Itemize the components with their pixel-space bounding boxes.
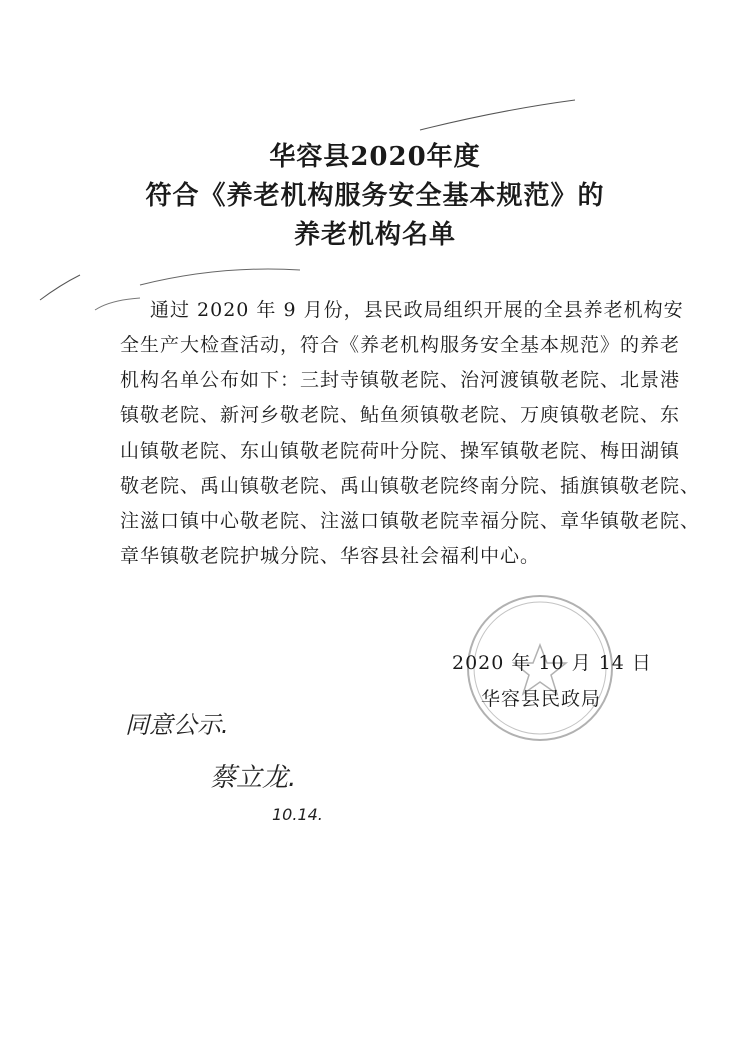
issue-date: 2020 年 10 月 14 日 [452, 652, 652, 674]
body-line: 注滋口镇中心敬老院、注滋口镇敬老院幸福分院、章华镇敬老院、 [120, 510, 701, 532]
handwritten-signature: 蔡立龙. [210, 763, 297, 793]
title-line-1: 华容县2020年度 [269, 142, 481, 172]
handwritten-date: 10.14. [272, 805, 323, 824]
body-line: 全生产大检查活动，符合《养老机构服务安全基本规范》的养老 [120, 334, 681, 356]
issuing-organization: 华容县民政局 [481, 688, 602, 710]
body-line: 山镇敬老院、东山镇敬老院荷叶分院、操军镇敬老院、梅田湖镇 [120, 440, 681, 462]
title-line-3: 养老机构名单 [293, 220, 456, 250]
body-line: 镇敬老院、新河乡敬老院、鲇鱼须镇敬老院、万庾镇敬老院、东 [120, 404, 681, 426]
body-line: 敬老院、禹山镇敬老院、禹山镇敬老院终南分院、插旗镇敬老院、 [120, 475, 701, 497]
body-line: 机构名单公布如下：三封寺镇敬老院、治河渡镇敬老院、北景港 [120, 369, 681, 391]
title-line-2: 符合《养老机构服务安全基本规范》的 [145, 181, 605, 211]
handwritten-approval: 同意公示. [125, 711, 229, 739]
body-line: 章华镇敬老院护城分院、华容县社会福利中心。 [120, 545, 541, 567]
body-line: 通过 2020 年 9 月份，县民政局组织开展的全县养老机构安 [150, 299, 684, 321]
